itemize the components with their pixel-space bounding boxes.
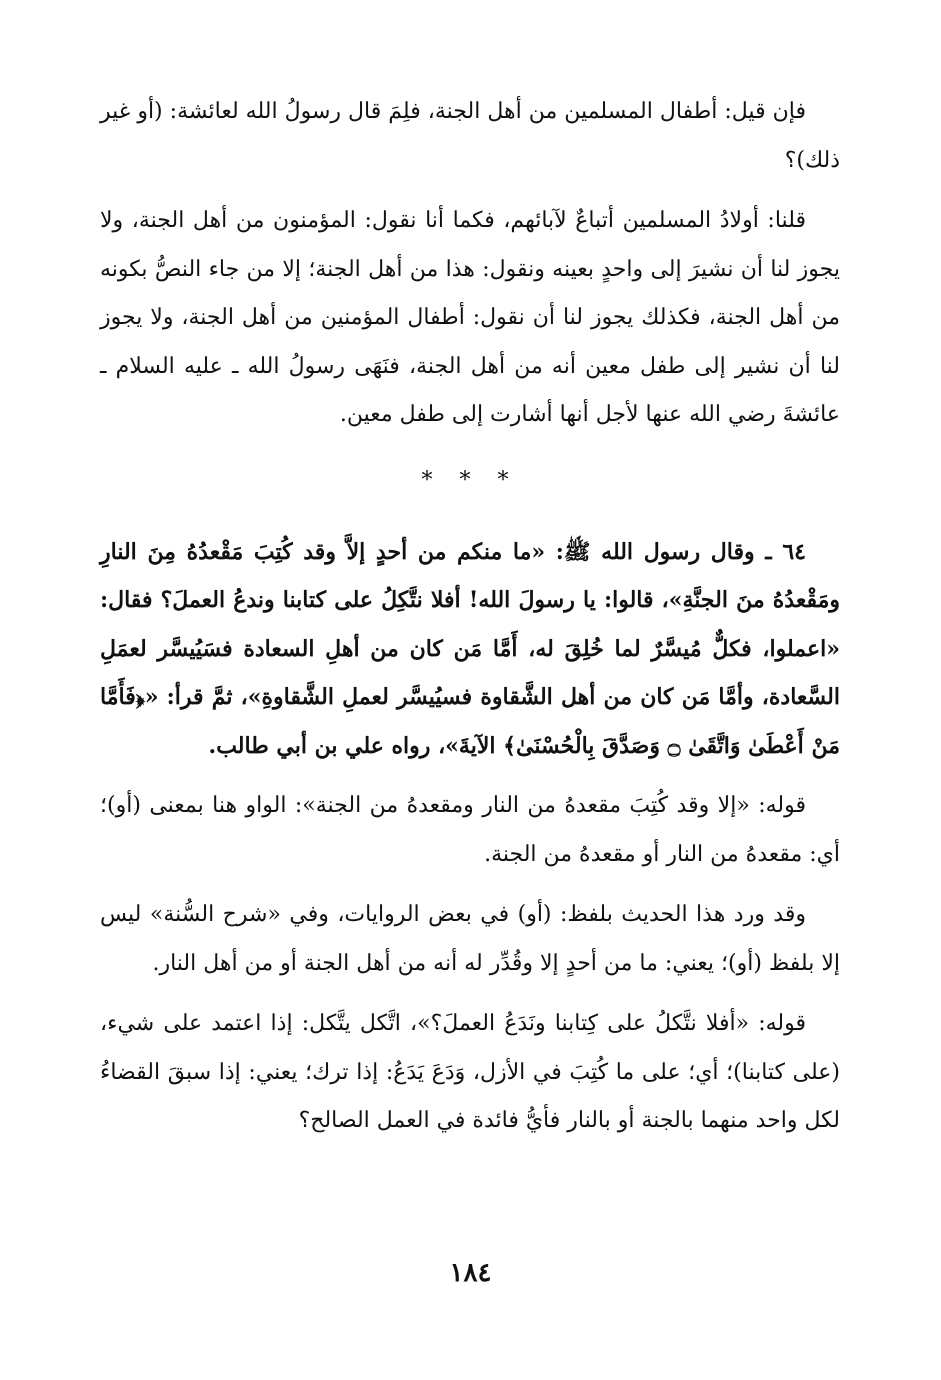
page-body: [100, 88, 840, 1146]
commentary-paragraph-2: وقد ورد هذا الحديث بلفظ: (أو) في بعض الروايات، وفي «شرح السُّنة» ليس إلا بلفظ (أو)؛ يعني: ما من أحدٍ إلا وقُدِّر له أنه من أهل الجنة أو من أهل النار.: [100, 902, 840, 976]
section-separator: * * *: [421, 467, 519, 493]
paragraph-answer: قلنا: أولادُ المسلمين أتباعٌ لآبائهم، فكما أنا نقول: المؤمنون من أهل الجنة، ولا يجوز لنا أن نشيرَ إلى واحدٍ بعينه ونقول: هذا من أهل الجنة؛ إلا من جاء النصُّ بكونه من أهل الجنة، فكذلك يجوز لنا أن نقول: أطفال المؤمنين من أهل الجنة، ولا يجوز لنا أن نشير إلى طفل معين أنه من أهل الجنة، فنَهَى رسولُ الله ـ عليه السلام ـ عائشةَ رضي الله عنها لأجل أنها أشارت إلى طفل معين.: [100, 208, 840, 427]
hadith-64: ٦٤ ـ وقال رسول الله ﷺ: «ما منكم من أحدٍ إلاَّ وقد كُتِبَ مَقْعدُهُ مِنَ النارِ ومَقْعدُهُ منَ الجنَّةِ»، قالوا: يا رسولَ الله! أفلا نتَّكِلُ على كتابنا وندعُ العملَ؟ فقال: «اعملوا، فكلٌّ مُيسَّرٌ لما خُلِقَ له، أَمَّا مَن كان من أهلِ السعادة فسَيُيسَّر لعمَلِ السَّعادة، وأمَّا مَن كان من أهل الشَّقاوة فسيُيسَّر لعملِ الشَّقاوةِ»، ثمَّ قرأ: «﴿فَأَمَّا مَنْ أَعْطَىٰ وَاتَّقَىٰ ۝ وَصَدَّقَ بِالْحُسْنَىٰ﴾ الآيةَ»، رواه علي بن أبي طالب.: [100, 538, 840, 759]
commentary-paragraph-3: قوله: «أفلا نتَّكلُ على كِتابنا ونَدَعُ العملَ؟»، اتَّكل يتَّكل: إذا اعتمد على شيء، (على كتابنا)؛ أي؛ على ما كُتِبَ في الأزل، وَدَعَ يَدَعُ: إذا ترك؛ يعني: إذا سبقَ القضاءُ لكل واحد منهما بالجنة أو بالنار فأيُّ فائدة في العمل الصالح؟: [100, 1011, 840, 1133]
commentary-paragraph-1: قوله: «إلا وقد كُتِبَ مقعدهُ من النار ومقعدهُ من الجنة»: الواو هنا بمعنى (أو)؛ أي: مقعدهُ من النار أو مقعدهُ من الجنة.: [100, 793, 840, 867]
page-number: ١٨٤: [449, 1258, 492, 1288]
paragraph-question: فإن قيل: أطفال المسلمين من أهل الجنة، فلِمَ قال رسولُ الله لعائشة: (أو غير ذلك)؟: [100, 99, 840, 173]
